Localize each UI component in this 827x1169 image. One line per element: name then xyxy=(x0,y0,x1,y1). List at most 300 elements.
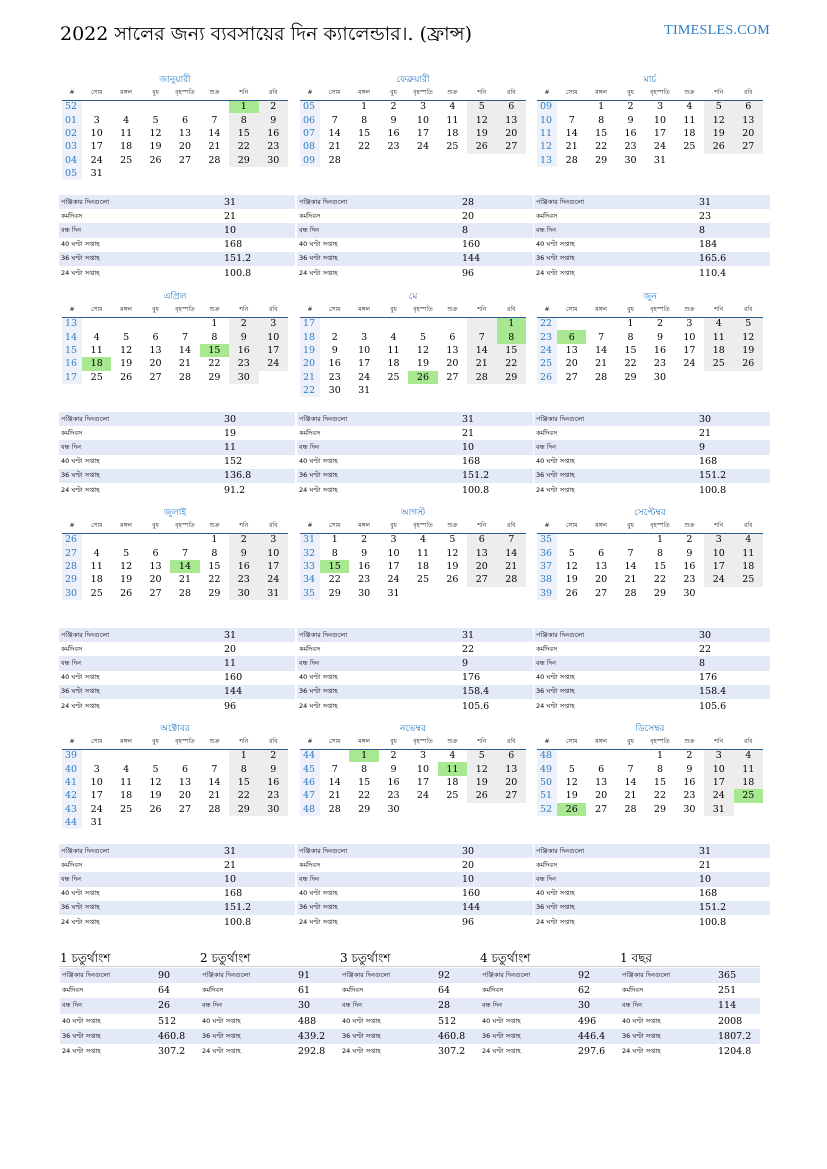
day-cell[interactable]: 27 xyxy=(446,371,459,383)
day-cell[interactable]: 16 xyxy=(328,358,341,370)
day-cell[interactable]: 6 xyxy=(734,100,763,113)
day-cell[interactable]: 22 xyxy=(208,574,221,586)
day-cell[interactable]: 8 xyxy=(211,547,218,559)
day-cell[interactable]: 1 xyxy=(598,101,605,113)
day-cell[interactable]: 17 xyxy=(653,127,667,139)
day-cell[interactable]: 2 xyxy=(259,100,288,113)
day-cell[interactable]: 21 xyxy=(497,560,526,573)
day-cell[interactable]: 17 xyxy=(416,776,430,788)
day-cell[interactable]: 26 xyxy=(149,154,162,166)
day-cell[interactable]: 16 xyxy=(624,127,637,139)
day-cell[interactable]: 22 xyxy=(497,357,526,370)
day-cell[interactable]: 11 xyxy=(120,127,133,139)
day-cell[interactable]: 24 xyxy=(358,371,371,383)
day-cell[interactable]: 24 xyxy=(90,803,103,815)
day-cell[interactable]: 27 xyxy=(178,803,192,815)
day-cell[interactable]: 4 xyxy=(419,534,426,546)
day-cell[interactable]: 15 xyxy=(653,560,667,572)
day-cell[interactable]: 8 xyxy=(211,331,218,343)
day-cell[interactable]: 27 xyxy=(565,371,578,383)
day-cell[interactable]: 9 xyxy=(627,114,634,126)
day-cell[interactable]: 12 xyxy=(120,560,133,572)
month-name[interactable]: নভেম্বর xyxy=(400,724,426,734)
day-cell[interactable]: 28 xyxy=(178,371,192,383)
day-cell[interactable]: 28 xyxy=(565,154,578,166)
day-cell[interactable]: 9 xyxy=(390,114,397,126)
day-cell[interactable]: 18 xyxy=(416,560,430,572)
day-cell[interactable]: 9 xyxy=(229,546,258,559)
holiday-day-cell[interactable]: 1 xyxy=(497,317,526,330)
day-cell[interactable]: 3 xyxy=(704,533,733,546)
day-cell[interactable]: 31 xyxy=(358,385,371,397)
day-cell[interactable]: 21 xyxy=(565,141,578,153)
day-cell[interactable]: 6 xyxy=(449,331,456,343)
day-cell[interactable]: 31 xyxy=(90,817,103,829)
day-cell[interactable]: 4 xyxy=(123,114,130,126)
day-cell[interactable]: 6 xyxy=(467,533,496,546)
holiday-day-cell[interactable]: 15 xyxy=(200,344,229,357)
day-cell[interactable]: 16 xyxy=(358,560,371,572)
month-name[interactable]: অক্টোবর xyxy=(160,724,190,734)
day-cell[interactable]: 5 xyxy=(734,317,763,330)
day-cell[interactable]: 23 xyxy=(653,358,667,370)
holiday-day-cell[interactable]: 1 xyxy=(229,100,258,113)
day-cell[interactable]: 20 xyxy=(595,574,608,586)
day-cell[interactable]: 1 xyxy=(361,101,368,113)
month-name[interactable]: মে xyxy=(408,292,418,302)
day-cell[interactable]: 28 xyxy=(208,803,221,815)
day-cell[interactable]: 5 xyxy=(467,749,496,762)
day-cell[interactable]: 10 xyxy=(90,776,103,788)
day-cell[interactable]: 6 xyxy=(598,547,605,559)
day-cell[interactable]: 24 xyxy=(416,141,430,153)
day-cell[interactable]: 17 xyxy=(416,127,430,139)
day-cell[interactable]: 2 xyxy=(361,534,368,546)
day-cell[interactable]: 27 xyxy=(497,140,526,153)
month-name[interactable]: সেপ্টেম্বর xyxy=(634,508,666,518)
day-cell[interactable]: 7 xyxy=(598,331,605,343)
day-cell[interactable]: 14 xyxy=(497,546,526,559)
day-cell[interactable]: 16 xyxy=(387,127,400,139)
day-cell[interactable]: 16 xyxy=(259,127,288,140)
day-cell[interactable]: 23 xyxy=(683,574,696,586)
day-cell[interactable]: 3 xyxy=(259,317,288,330)
day-cell[interactable]: 21 xyxy=(178,574,192,586)
day-cell[interactable]: 13 xyxy=(595,776,608,788)
day-cell[interactable]: 4 xyxy=(123,763,130,775)
day-cell[interactable]: 2 xyxy=(390,750,397,762)
day-cell[interactable]: 17 xyxy=(704,776,733,789)
day-cell[interactable]: 8 xyxy=(229,762,258,775)
day-cell[interactable]: 10 xyxy=(416,114,430,126)
day-cell[interactable]: 10 xyxy=(259,330,288,343)
day-cell[interactable]: 15 xyxy=(497,344,526,357)
day-cell[interactable]: 1 xyxy=(211,534,218,546)
day-cell[interactable]: 29 xyxy=(229,803,258,816)
day-cell[interactable]: 26 xyxy=(467,140,496,153)
day-cell[interactable]: 7 xyxy=(331,763,338,775)
day-cell[interactable]: 31 xyxy=(653,154,667,166)
day-cell[interactable]: 29 xyxy=(624,371,637,383)
day-cell[interactable]: 20 xyxy=(595,790,608,802)
day-cell[interactable]: 22 xyxy=(358,141,371,153)
day-cell[interactable]: 11 xyxy=(416,547,430,559)
day-cell[interactable]: 30 xyxy=(387,803,400,815)
day-cell[interactable]: 26 xyxy=(704,140,733,153)
day-cell[interactable]: 27 xyxy=(149,587,162,599)
day-cell[interactable]: 21 xyxy=(328,141,341,153)
day-cell[interactable]: 31 xyxy=(704,803,733,816)
day-cell[interactable]: 29 xyxy=(595,154,608,166)
day-cell[interactable]: 20 xyxy=(565,358,578,370)
day-cell[interactable]: 29 xyxy=(653,803,667,815)
day-cell[interactable]: 16 xyxy=(387,776,400,788)
day-cell[interactable]: 4 xyxy=(704,317,733,330)
day-cell[interactable]: 17 xyxy=(387,560,400,572)
brand-logo-text[interactable]: TIMESLES.COM xyxy=(664,23,770,38)
day-cell[interactable]: 2 xyxy=(686,534,693,546)
day-cell[interactable]: 19 xyxy=(416,358,430,370)
day-cell[interactable]: 12 xyxy=(149,127,162,139)
day-cell[interactable]: 18 xyxy=(120,790,133,802)
day-cell[interactable]: 5 xyxy=(123,547,130,559)
day-cell[interactable]: 25 xyxy=(704,357,733,370)
day-cell[interactable]: 3 xyxy=(259,533,288,546)
day-cell[interactable]: 27 xyxy=(595,587,608,599)
day-cell[interactable]: 17 xyxy=(90,141,103,153)
day-cell[interactable]: 1 xyxy=(211,318,218,330)
day-cell[interactable]: 2 xyxy=(259,749,288,762)
day-cell[interactable]: 11 xyxy=(90,344,103,356)
day-cell[interactable]: 30 xyxy=(229,371,258,384)
holiday-day-cell[interactable]: 18 xyxy=(82,357,111,370)
day-cell[interactable]: 20 xyxy=(178,790,192,802)
day-cell[interactable]: 28 xyxy=(497,573,526,586)
day-cell[interactable]: 31 xyxy=(90,168,103,180)
day-cell[interactable]: 29 xyxy=(497,371,526,384)
day-cell[interactable]: 21 xyxy=(178,358,192,370)
day-cell[interactable]: 11 xyxy=(734,546,763,559)
day-cell[interactable]: 3 xyxy=(390,534,397,546)
day-cell[interactable]: 23 xyxy=(229,357,258,370)
day-cell[interactable]: 10 xyxy=(683,331,696,343)
day-cell[interactable]: 14 xyxy=(328,776,341,788)
day-cell[interactable]: 28 xyxy=(467,371,496,384)
day-cell[interactable]: 9 xyxy=(361,547,368,559)
day-cell[interactable]: 4 xyxy=(93,547,100,559)
day-cell[interactable]: 14 xyxy=(178,344,192,356)
day-cell[interactable]: 6 xyxy=(598,763,605,775)
day-cell[interactable]: 19 xyxy=(467,127,496,140)
day-cell[interactable]: 25 xyxy=(416,574,430,586)
day-cell[interactable]: 7 xyxy=(211,763,218,775)
day-cell[interactable]: 19 xyxy=(704,127,733,140)
day-cell[interactable]: 21 xyxy=(328,790,341,802)
day-cell[interactable]: 23 xyxy=(624,141,637,153)
day-cell[interactable]: 19 xyxy=(120,358,133,370)
day-cell[interactable]: 11 xyxy=(120,776,133,788)
day-cell[interactable]: 12 xyxy=(149,776,162,788)
day-cell[interactable]: 18 xyxy=(704,344,733,357)
day-cell[interactable]: 23 xyxy=(328,371,341,383)
day-cell[interactable]: 7 xyxy=(211,114,218,126)
day-cell[interactable]: 9 xyxy=(686,547,693,559)
day-cell[interactable]: 23 xyxy=(387,141,400,153)
day-cell[interactable]: 13 xyxy=(565,344,578,356)
day-cell[interactable]: 26 xyxy=(734,357,763,370)
holiday-day-cell[interactable]: 26 xyxy=(557,803,586,816)
day-cell[interactable]: 14 xyxy=(208,776,221,788)
day-cell[interactable]: 25 xyxy=(90,587,103,599)
day-cell[interactable]: 16 xyxy=(229,560,258,573)
day-cell[interactable]: 7 xyxy=(497,533,526,546)
day-cell[interactable]: 24 xyxy=(683,358,696,370)
day-cell[interactable]: 25 xyxy=(120,154,133,166)
day-cell[interactable]: 17 xyxy=(90,790,103,802)
day-cell[interactable]: 10 xyxy=(653,114,667,126)
day-cell[interactable]: 13 xyxy=(178,776,192,788)
day-cell[interactable]: 21 xyxy=(624,574,637,586)
day-cell[interactable]: 18 xyxy=(120,141,133,153)
day-cell[interactable]: 4 xyxy=(449,750,456,762)
day-cell[interactable]: 22 xyxy=(624,358,637,370)
day-cell[interactable]: 2 xyxy=(686,750,693,762)
day-cell[interactable]: 11 xyxy=(387,344,400,356)
day-cell[interactable]: 11 xyxy=(683,114,696,126)
day-cell[interactable]: 14 xyxy=(595,344,608,356)
day-cell[interactable]: 22 xyxy=(358,790,371,802)
day-cell[interactable]: 18 xyxy=(446,776,459,788)
day-cell[interactable]: 28 xyxy=(208,154,221,166)
month-name[interactable]: মার্চ xyxy=(643,75,657,85)
day-cell[interactable]: 31 xyxy=(387,587,400,599)
day-cell[interactable]: 4 xyxy=(93,331,100,343)
day-cell[interactable]: 16 xyxy=(259,776,288,789)
day-cell[interactable]: 25 xyxy=(446,790,459,802)
day-cell[interactable]: 8 xyxy=(361,763,368,775)
day-cell[interactable]: 10 xyxy=(704,546,733,559)
day-cell[interactable]: 11 xyxy=(90,560,103,572)
day-cell[interactable]: 9 xyxy=(656,331,663,343)
day-cell[interactable]: 12 xyxy=(565,560,578,572)
day-cell[interactable]: 19 xyxy=(120,574,133,586)
day-cell[interactable]: 26 xyxy=(120,371,133,383)
day-cell[interactable]: 21 xyxy=(624,790,637,802)
day-cell[interactable]: 29 xyxy=(358,803,371,815)
day-cell[interactable]: 13 xyxy=(497,113,526,126)
day-cell[interactable]: 3 xyxy=(361,331,368,343)
day-cell[interactable]: 6 xyxy=(181,114,188,126)
day-cell[interactable]: 5 xyxy=(704,100,733,113)
day-cell[interactable]: 27 xyxy=(497,789,526,802)
day-cell[interactable]: 12 xyxy=(446,547,459,559)
day-cell[interactable]: 4 xyxy=(449,101,456,113)
day-cell[interactable]: 15 xyxy=(208,560,221,572)
day-cell[interactable]: 29 xyxy=(229,154,258,167)
day-cell[interactable]: 5 xyxy=(419,331,426,343)
day-cell[interactable]: 13 xyxy=(734,113,763,126)
day-cell[interactable]: 30 xyxy=(683,587,696,599)
holiday-day-cell[interactable]: 6 xyxy=(557,330,586,343)
day-cell[interactable]: 2 xyxy=(656,318,663,330)
day-cell[interactable]: 12 xyxy=(416,344,430,356)
day-cell[interactable]: 1 xyxy=(229,749,258,762)
day-cell[interactable]: 8 xyxy=(331,547,338,559)
day-cell[interactable]: 7 xyxy=(568,114,575,126)
day-cell[interactable]: 20 xyxy=(497,127,526,140)
day-cell[interactable]: 12 xyxy=(565,776,578,788)
day-cell[interactable]: 8 xyxy=(627,331,634,343)
day-cell[interactable]: 15 xyxy=(358,776,371,788)
day-cell[interactable]: 7 xyxy=(331,114,338,126)
day-cell[interactable]: 23 xyxy=(358,574,371,586)
day-cell[interactable]: 26 xyxy=(565,587,578,599)
day-cell[interactable]: 8 xyxy=(361,114,368,126)
day-cell[interactable]: 29 xyxy=(328,587,341,599)
day-cell[interactable]: 4 xyxy=(734,749,763,762)
day-cell[interactable]: 22 xyxy=(653,574,667,586)
day-cell[interactable]: 18 xyxy=(90,574,103,586)
holiday-day-cell[interactable]: 26 xyxy=(408,371,437,384)
day-cell[interactable]: 6 xyxy=(152,547,159,559)
day-cell[interactable]: 28 xyxy=(178,587,192,599)
day-cell[interactable]: 26 xyxy=(120,587,133,599)
day-cell[interactable]: 9 xyxy=(686,763,693,775)
day-cell[interactable]: 7 xyxy=(467,330,496,343)
day-cell[interactable]: 21 xyxy=(595,358,608,370)
day-cell[interactable]: 15 xyxy=(653,776,667,788)
month-name[interactable]: এপ্রিল xyxy=(163,292,187,302)
day-cell[interactable]: 9 xyxy=(259,762,288,775)
day-cell[interactable]: 7 xyxy=(181,331,188,343)
day-cell[interactable]: 28 xyxy=(624,587,637,599)
day-cell[interactable]: 19 xyxy=(565,790,578,802)
day-cell[interactable]: 23 xyxy=(683,790,696,802)
day-cell[interactable]: 24 xyxy=(387,574,400,586)
day-cell[interactable]: 28 xyxy=(624,803,637,815)
day-cell[interactable]: 15 xyxy=(229,776,258,789)
day-cell[interactable]: 22 xyxy=(229,140,258,153)
day-cell[interactable]: 3 xyxy=(419,101,426,113)
day-cell[interactable]: 30 xyxy=(259,154,288,167)
day-cell[interactable]: 10 xyxy=(416,763,430,775)
day-cell[interactable]: 2 xyxy=(331,331,338,343)
day-cell[interactable]: 30 xyxy=(624,154,637,166)
holiday-day-cell[interactable]: 14 xyxy=(170,560,199,573)
day-cell[interactable]: 25 xyxy=(120,803,133,815)
day-cell[interactable]: 12 xyxy=(734,330,763,343)
day-cell[interactable]: 15 xyxy=(358,127,371,139)
day-cell[interactable]: 13 xyxy=(467,546,496,559)
day-cell[interactable]: 17 xyxy=(683,344,696,356)
month-name[interactable]: ডিসেম্বর xyxy=(635,724,665,734)
day-cell[interactable]: 29 xyxy=(208,371,221,383)
day-cell[interactable]: 26 xyxy=(149,803,162,815)
day-cell[interactable]: 6 xyxy=(181,763,188,775)
day-cell[interactable]: 5 xyxy=(449,534,456,546)
day-cell[interactable]: 13 xyxy=(497,762,526,775)
day-cell[interactable]: 3 xyxy=(656,101,663,113)
day-cell[interactable]: 17 xyxy=(704,560,733,573)
day-cell[interactable]: 5 xyxy=(568,547,575,559)
holiday-day-cell[interactable]: 11 xyxy=(438,762,467,775)
day-cell[interactable]: 21 xyxy=(208,790,221,802)
day-cell[interactable]: 23 xyxy=(387,790,400,802)
day-cell[interactable]: 9 xyxy=(229,330,258,343)
day-cell[interactable]: 6 xyxy=(497,100,526,113)
day-cell[interactable]: 22 xyxy=(208,358,221,370)
day-cell[interactable]: 3 xyxy=(686,318,693,330)
day-cell[interactable]: 4 xyxy=(734,533,763,546)
day-cell[interactable]: 13 xyxy=(149,560,162,572)
day-cell[interactable]: 14 xyxy=(467,344,496,357)
day-cell[interactable]: 14 xyxy=(208,127,221,139)
day-cell[interactable]: 2 xyxy=(390,101,397,113)
day-cell[interactable]: 2 xyxy=(229,317,258,330)
day-cell[interactable]: 27 xyxy=(178,154,192,166)
day-cell[interactable]: 22 xyxy=(653,790,667,802)
day-cell[interactable]: 15 xyxy=(595,127,608,139)
day-cell[interactable]: 29 xyxy=(653,587,667,599)
month-name[interactable]: জুন xyxy=(643,292,657,302)
month-name[interactable]: জানুয়ারী xyxy=(159,75,191,85)
day-cell[interactable]: 12 xyxy=(120,344,133,356)
day-cell[interactable]: 7 xyxy=(627,547,634,559)
day-cell[interactable]: 23 xyxy=(259,140,288,153)
day-cell[interactable]: 31 xyxy=(259,587,288,600)
day-cell[interactable]: 17 xyxy=(259,344,288,357)
day-cell[interactable]: 12 xyxy=(704,113,733,126)
day-cell[interactable]: 1 xyxy=(656,750,663,762)
day-cell[interactable]: 1 xyxy=(331,534,338,546)
day-cell[interactable]: 24 xyxy=(704,573,733,586)
day-cell[interactable]: 20 xyxy=(446,358,459,370)
day-cell[interactable]: 26 xyxy=(467,789,496,802)
day-cell[interactable]: 21 xyxy=(467,357,496,370)
day-cell[interactable]: 30 xyxy=(653,371,667,383)
day-cell[interactable]: 2 xyxy=(627,101,634,113)
day-cell[interactable]: 14 xyxy=(624,776,637,788)
day-cell[interactable]: 20 xyxy=(467,560,496,573)
day-cell[interactable]: 27 xyxy=(734,140,763,153)
day-cell[interactable]: 1 xyxy=(656,534,663,546)
holiday-day-cell[interactable]: 15 xyxy=(320,560,349,573)
day-cell[interactable]: 24 xyxy=(704,789,733,802)
day-cell[interactable]: 18 xyxy=(387,358,400,370)
day-cell[interactable]: 22 xyxy=(595,141,608,153)
day-cell[interactable]: 23 xyxy=(229,573,258,586)
day-cell[interactable]: 30 xyxy=(328,385,341,397)
day-cell[interactable]: 8 xyxy=(656,547,663,559)
day-cell[interactable]: 27 xyxy=(467,573,496,586)
month-name[interactable]: ফেব্রুয়ারী xyxy=(396,75,430,85)
day-cell[interactable]: 14 xyxy=(328,127,341,139)
day-cell[interactable]: 5 xyxy=(568,763,575,775)
day-cell[interactable]: 25 xyxy=(446,141,459,153)
day-cell[interactable]: 15 xyxy=(624,344,637,356)
day-cell[interactable]: 1 xyxy=(627,318,634,330)
day-cell[interactable]: 6 xyxy=(152,331,159,343)
day-cell[interactable]: 20 xyxy=(149,358,162,370)
day-cell[interactable]: 29 xyxy=(208,587,221,599)
day-cell[interactable]: 19 xyxy=(446,560,459,572)
day-cell[interactable]: 25 xyxy=(387,371,400,383)
day-cell[interactable]: 20 xyxy=(149,574,162,586)
holiday-day-cell[interactable]: 1 xyxy=(349,749,378,762)
holiday-day-cell[interactable]: 8 xyxy=(497,330,526,343)
day-cell[interactable]: 28 xyxy=(328,154,341,166)
day-cell[interactable]: 7 xyxy=(181,547,188,559)
